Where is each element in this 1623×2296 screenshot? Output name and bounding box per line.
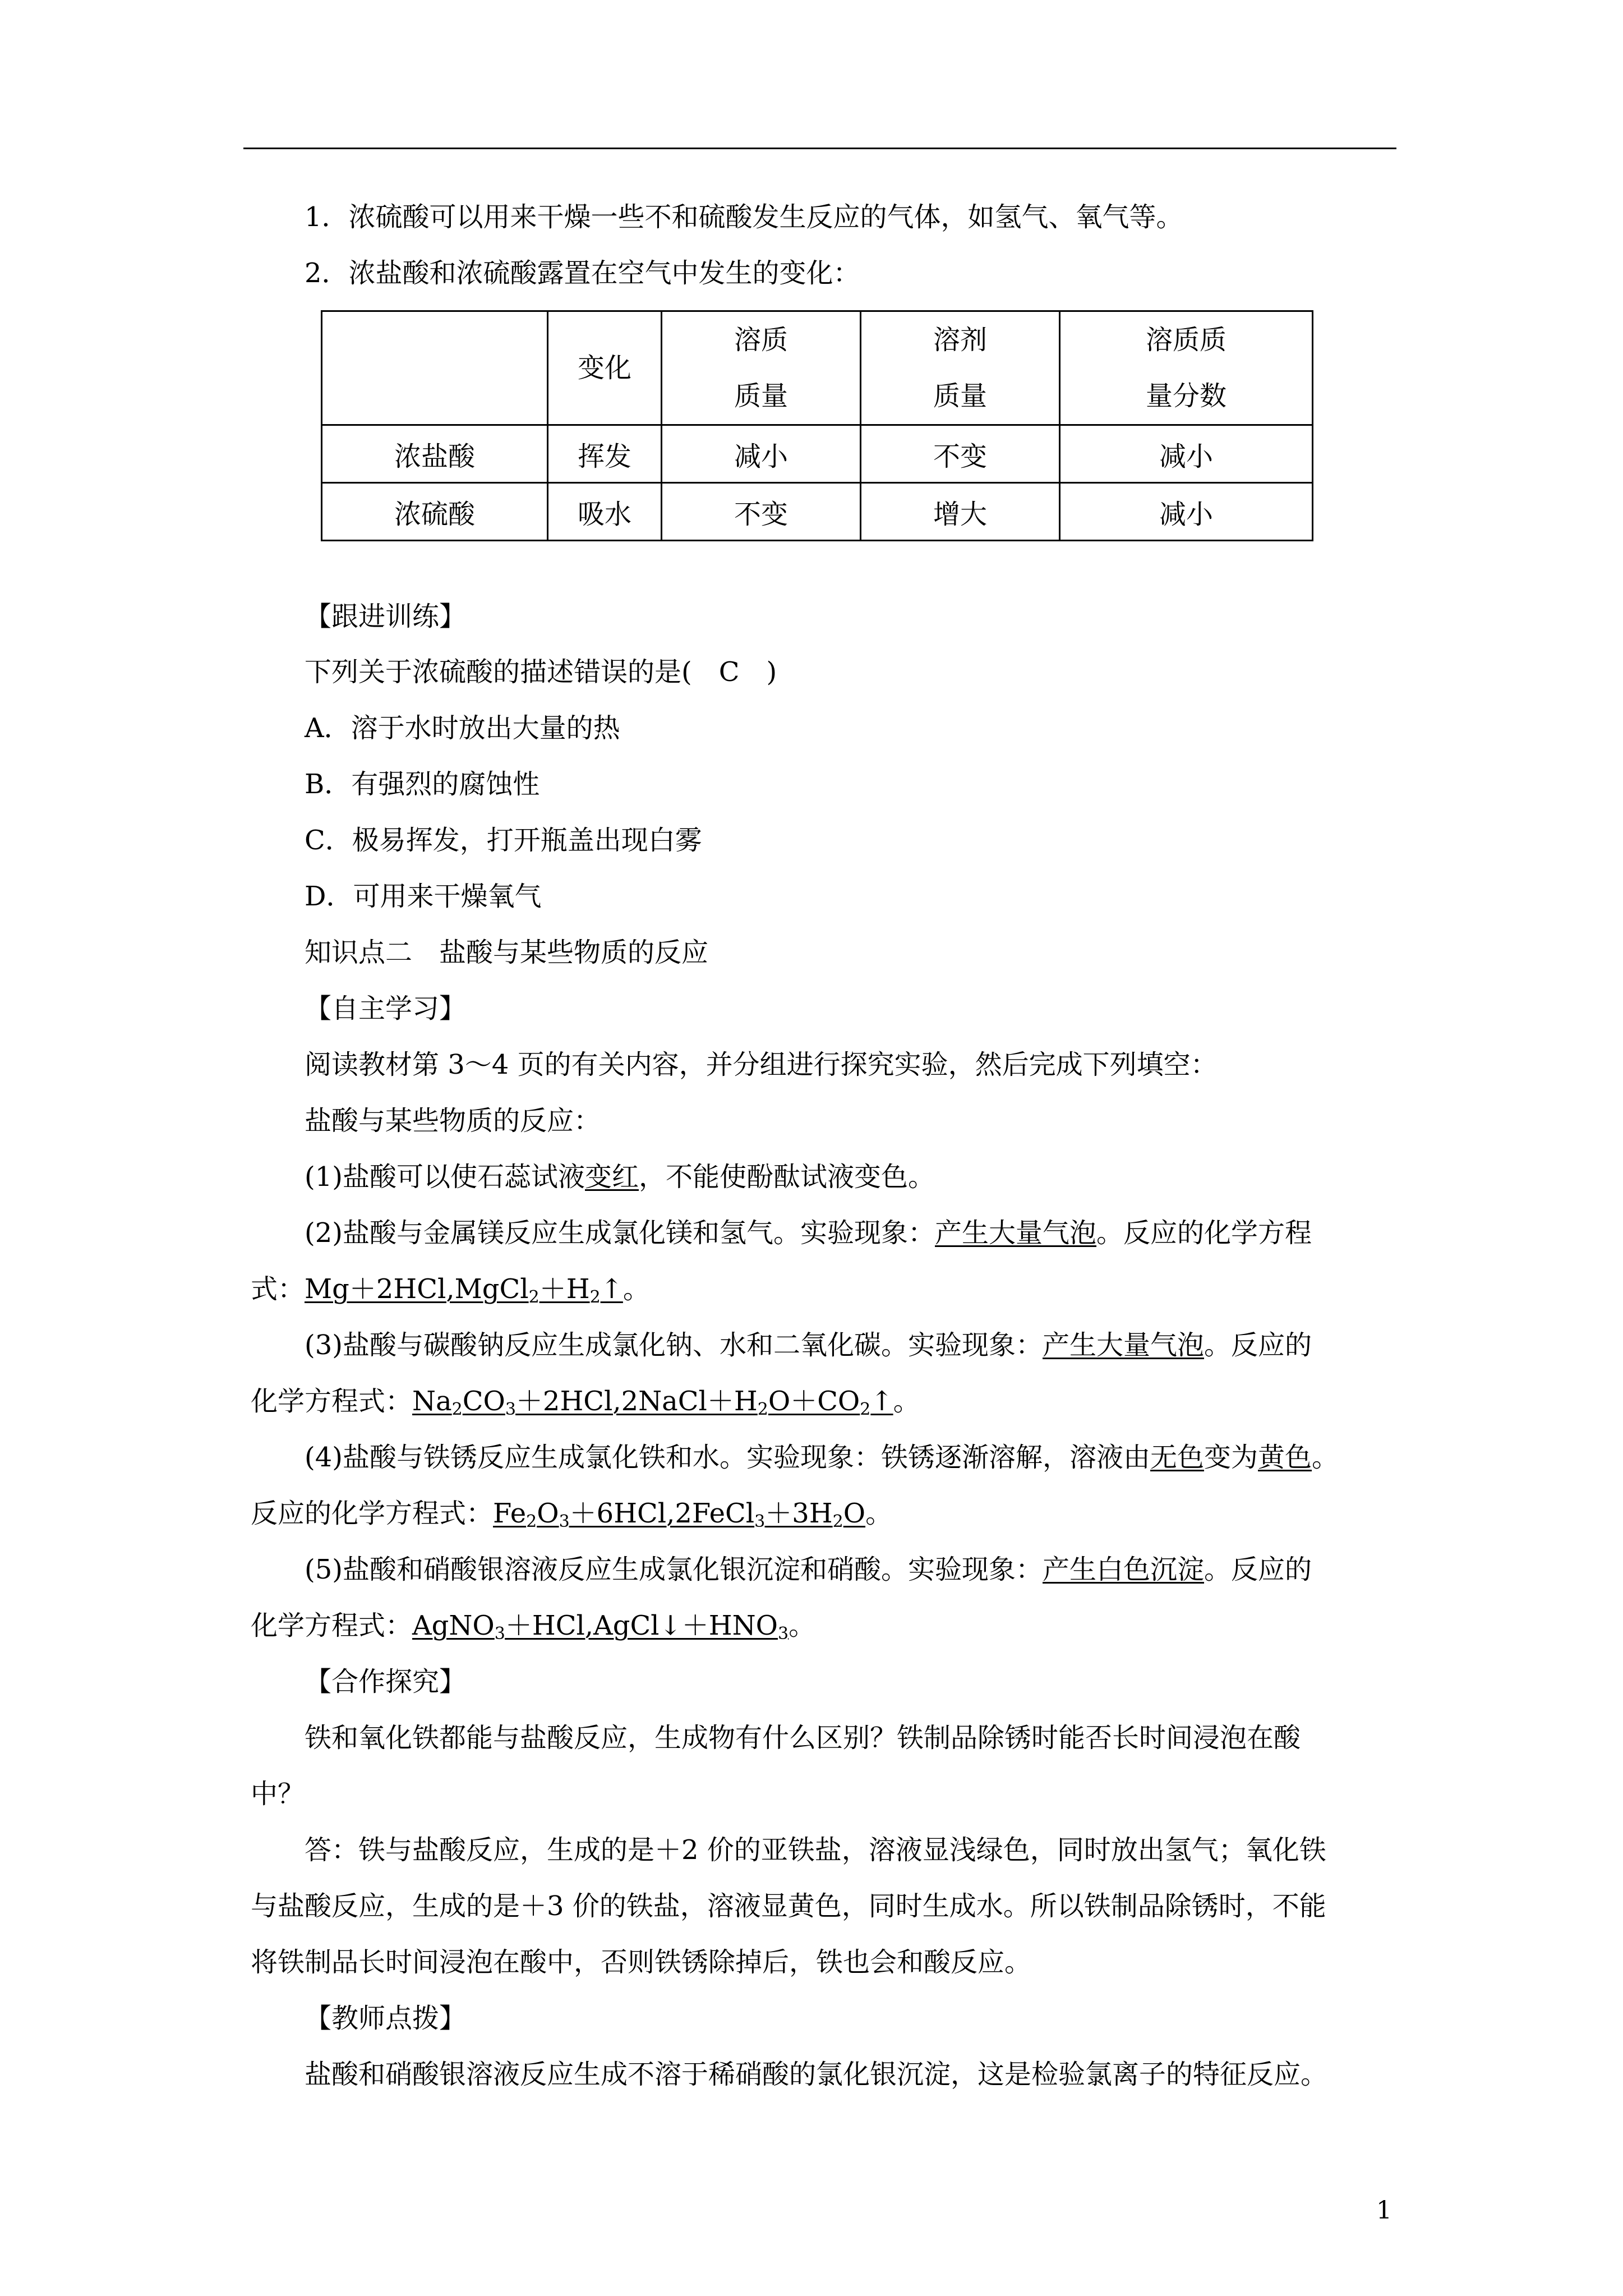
text: ，不能使酚酞试液变色。 [639, 1161, 935, 1193]
cooperation-question-line-1: 铁和氧化铁都能与盐酸反应，生成物有什么区别？铁制品除锈时能否长时间浸泡在酸 [305, 1722, 1301, 1754]
eq: Na [412, 1386, 452, 1417]
table-row [322, 425, 1313, 483]
text: 。 [623, 1273, 650, 1305]
text: (3)盐酸与碳酸钠反应生成氯化钠、水和二氧化碳。实验现象： [305, 1329, 1043, 1361]
table-row [322, 483, 1313, 541]
eq-sub: 3 [754, 1512, 766, 1531]
eq-sub: 3 [494, 1624, 505, 1644]
text: 式： [251, 1273, 305, 1305]
text: 。 [1312, 1442, 1339, 1473]
table-cell: 不变 [662, 483, 861, 541]
table-cell: 浓硫酸 [322, 483, 548, 541]
text: 。反应的 [1204, 1329, 1312, 1361]
text: 。反应的化学方程 [1096, 1217, 1312, 1249]
text: 变为 [1204, 1442, 1258, 1473]
eq: ＋6HCl,2FeCl [569, 1498, 755, 1529]
intro-item-1: 1．浓硫酸可以用来干燥一些不和硫酸发生反应的气体，如氢气、氧气等。 [305, 201, 1183, 233]
table-cell: 减小 [1060, 425, 1313, 483]
equation-blank [305, 1273, 623, 1305]
reaction-5-line-2 [251, 1609, 815, 1642]
text: 。 [893, 1386, 920, 1417]
reaction-4-line-1 [305, 1441, 1339, 1474]
answer-blank: 变红 [585, 1161, 639, 1193]
eq: O [537, 1498, 559, 1529]
text: (4)盐酸与铁锈反应生成氯化铁和水。实验现象：铁锈逐渐溶解，溶液由 [305, 1442, 1150, 1473]
reaction-lead: 盐酸与某些物质的反应： [305, 1105, 601, 1137]
eq-sub: 2 [589, 1287, 601, 1307]
answer-blank: 产生大量气泡 [1043, 1329, 1205, 1361]
table-header-row [322, 311, 1313, 425]
eq: ＋H [539, 1273, 590, 1305]
table-header-cell [662, 311, 861, 425]
eq: CO [462, 1386, 505, 1417]
text: 。 [789, 1610, 816, 1641]
header-rule [243, 148, 1396, 149]
answer-line-3: 将铁制品长时间浸泡在酸中，否则铁锈除掉后，铁也会和酸反应。 [251, 1947, 1032, 1978]
eq: O [843, 1498, 866, 1529]
intro-item-2: 2．浓盐酸和浓硫酸露置在空气中发生的变化： [305, 257, 860, 289]
answer-line-2: 与盐酸反应，生成的是＋3 价的铁盐，溶液显黄色，同时生成水。所以铁制品除锈时，不能 [251, 1890, 1326, 1922]
table-header-cell [861, 311, 1060, 425]
table-cell: 吸水 [548, 483, 662, 541]
header-text: 溶剂 质量 [933, 324, 987, 412]
answer-blank: 产生白色沉淀 [1043, 1554, 1205, 1585]
eq: Fe [493, 1498, 527, 1529]
instruction-text: 阅读教材第 3～4 页的有关内容，并分组进行探究实验，然后完成下列填空： [305, 1049, 1218, 1080]
eq: ↑ [870, 1386, 893, 1417]
table-header-cell [1060, 311, 1313, 425]
cooperation-heading: 【合作探究】 [305, 1666, 467, 1697]
reaction-4-line-2 [251, 1497, 892, 1530]
reaction-2-line-1 [305, 1216, 1312, 1250]
option-a: A．溶于水时放出大量的热 [305, 712, 620, 744]
answer-blank: 黄色 [1258, 1442, 1312, 1473]
comparison-table [321, 310, 1313, 541]
eq-sub: 2 [528, 1287, 540, 1307]
eq-sub: 2 [757, 1400, 768, 1419]
option-d: D．可用来干燥氧气 [305, 881, 542, 912]
page-number: 1 [1376, 2196, 1392, 2225]
option-c: C．极易挥发，打开瓶盖出现白雾 [305, 825, 702, 856]
eq: ＋HCl,AgCl↓＋HNO [505, 1610, 778, 1641]
eq-sub: 2 [451, 1400, 463, 1419]
option-b: B．有强烈的腐蚀性 [305, 769, 540, 800]
text: 。 [865, 1498, 893, 1529]
table-cell: 增大 [861, 483, 1060, 541]
header-text: 溶质 质量 [734, 324, 788, 412]
table-cell: 减小 [1060, 483, 1313, 541]
table-cell: 减小 [662, 425, 861, 483]
eq: ＋3H [765, 1498, 833, 1529]
table-cell: 挥发 [548, 425, 662, 483]
equation-blank [493, 1498, 865, 1529]
header-text: 溶质质 量分数 [1145, 324, 1227, 412]
teacher-heading: 【教师点拨】 [305, 2003, 467, 2034]
text: 。反应的 [1204, 1554, 1312, 1585]
eq-sub: 3 [777, 1624, 789, 1644]
training-heading: 【跟进训练】 [305, 601, 467, 632]
eq-sub: 2 [526, 1512, 537, 1531]
eq: Mg＋2HCl,MgCl [305, 1273, 529, 1305]
eq: ＋2HCl,2NaCl＋H [515, 1386, 758, 1417]
training-question: 下列关于浓硫酸的描述错误的是( C ) [305, 656, 777, 688]
table-cell: 浓盐酸 [322, 425, 548, 483]
answer-blank: 产生大量气泡 [935, 1217, 1097, 1249]
reaction-3-line-1 [305, 1328, 1312, 1362]
equation-blank [412, 1610, 789, 1644]
table-header-cell [322, 311, 548, 425]
text: (1)盐酸可以使石蕊试液 [305, 1161, 585, 1193]
answer-line-1: 答：铁与盐酸反应，生成的是＋2 价的亚铁盐，溶液显浅绿色，同时放出氢气；氧化铁 [305, 1834, 1326, 1866]
eq: AgNO [412, 1610, 495, 1641]
equation-blank [412, 1386, 893, 1417]
reaction-2-line-2 [251, 1272, 650, 1306]
reaction-3-line-2 [251, 1384, 920, 1418]
cooperation-question-line-2: 中？ [251, 1778, 305, 1810]
text: 化学方程式： [251, 1610, 413, 1641]
table-cell: 不变 [861, 425, 1060, 483]
section-title: 知识点二 盐酸与某些物质的反应 [305, 937, 709, 968]
eq-sub: 2 [832, 1512, 843, 1531]
reaction-5-line-1 [305, 1553, 1312, 1586]
eq: O＋CO [768, 1386, 860, 1417]
eq: ↑ [600, 1273, 623, 1305]
text: (5)盐酸和硝酸银溶液反应生成氯化银沉淀和硝酸。实验现象： [305, 1554, 1043, 1585]
self-study-heading: 【自主学习】 [305, 993, 467, 1024]
eq-sub: 3 [559, 1512, 570, 1531]
eq-sub: 2 [860, 1400, 871, 1419]
teacher-text: 盐酸和硝酸银溶液反应生成不溶于稀硝酸的氯化银沉淀，这是检验氯离子的特征反应。 [305, 2059, 1328, 2090]
eq-sub: 3 [505, 1400, 516, 1419]
reaction-1 [305, 1160, 935, 1194]
answer-blank: 无色 [1150, 1442, 1205, 1473]
table-header-cell: 变化 [548, 311, 662, 425]
text: 化学方程式： [251, 1386, 413, 1417]
text: 反应的化学方程式： [251, 1498, 494, 1529]
text: (2)盐酸与金属镁反应生成氯化镁和氢气。实验现象： [305, 1217, 935, 1249]
